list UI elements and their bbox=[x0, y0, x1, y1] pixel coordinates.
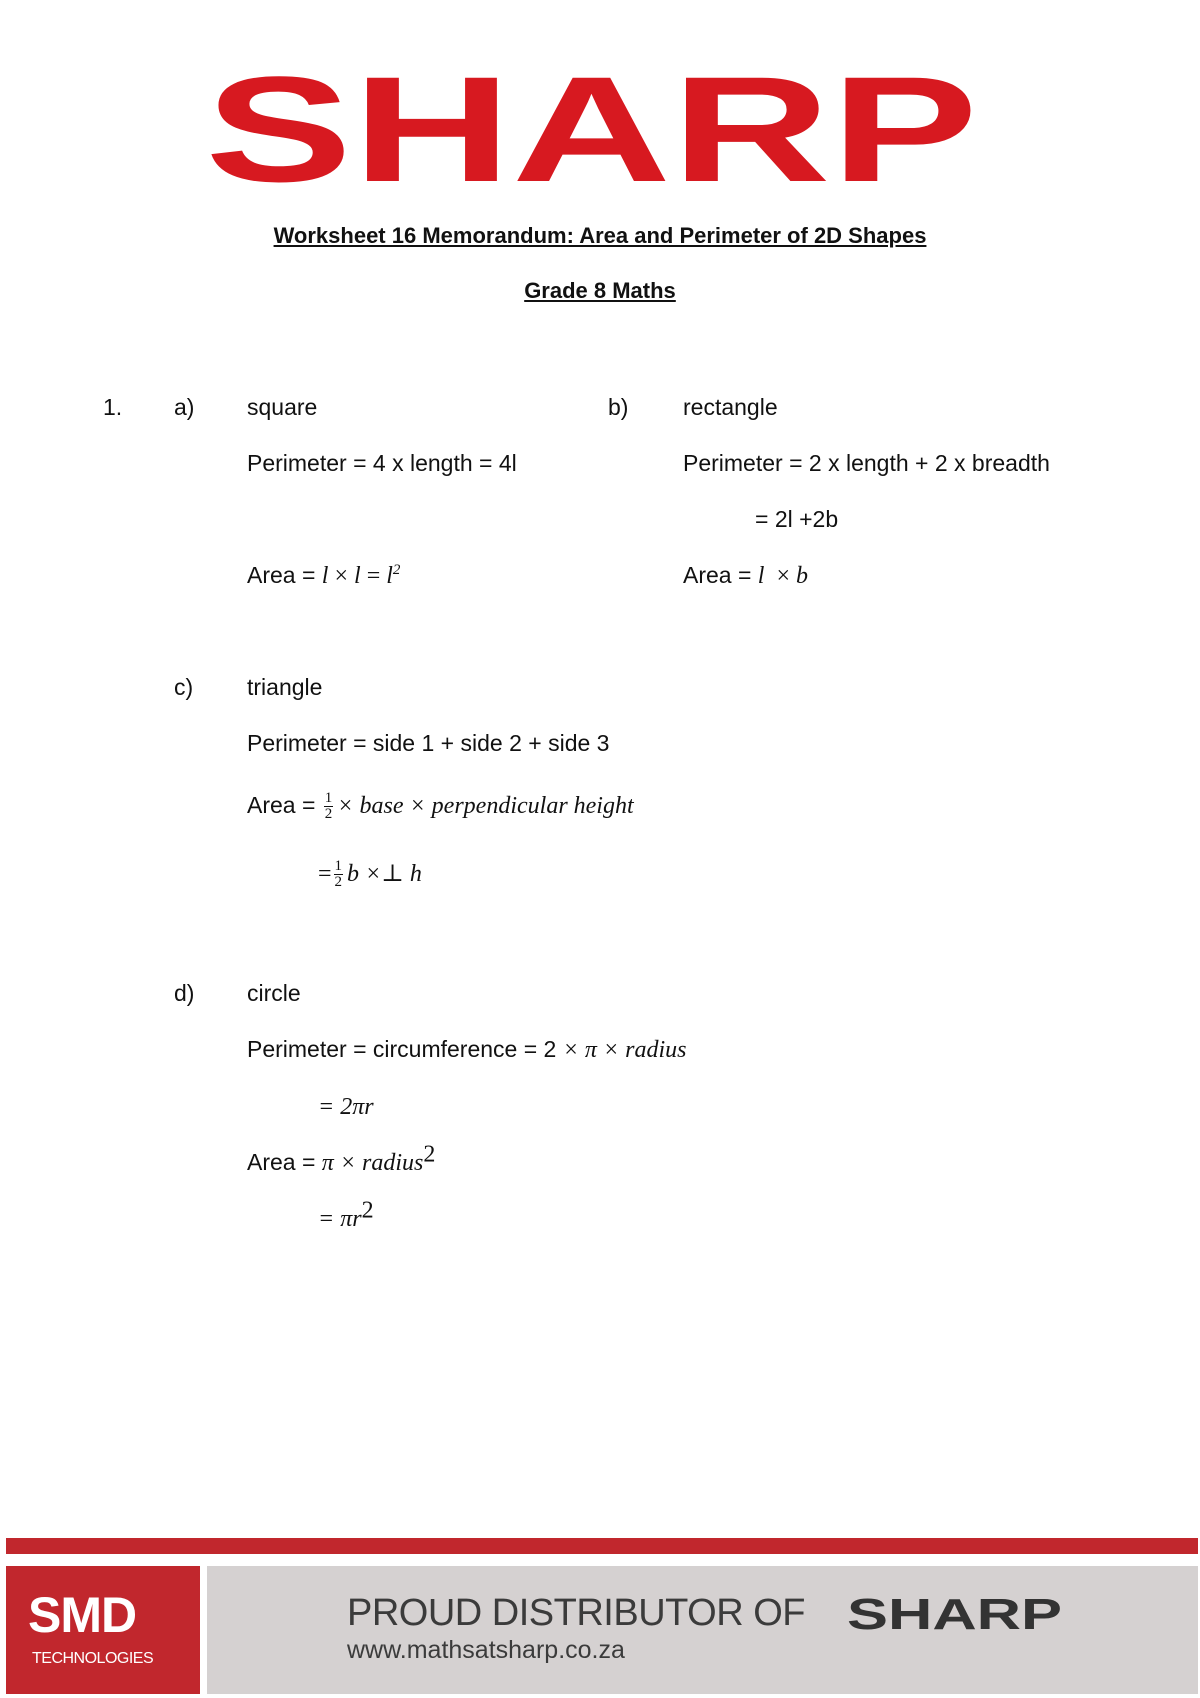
footer-tagline: PROUD DISTRIBUTOR OF bbox=[347, 1592, 805, 1634]
part-b-area bbox=[683, 561, 808, 590]
part-d-shape: circle bbox=[247, 980, 301, 1006]
smd-logo-text: SMD bbox=[28, 1587, 137, 1643]
part-c-area bbox=[247, 791, 634, 822]
part-b-label: b) bbox=[608, 394, 629, 420]
part-c-label: c) bbox=[174, 674, 194, 700]
part-c-area-terms: × base × perpendicular height bbox=[337, 793, 634, 819]
sharp-logo-text: SHARP bbox=[205, 65, 978, 195]
part-b-area-prefix: Area = bbox=[683, 562, 758, 588]
part-c-area-prefix: Area = bbox=[247, 792, 322, 818]
part-d-perimeter-simplified: = 2πr bbox=[318, 1094, 374, 1120]
part-d-area-terms: π × radius bbox=[321, 1150, 424, 1176]
question-number: 1. bbox=[103, 394, 123, 420]
part-d-area: Area = π × radius$^2$ bbox=[247, 1141, 436, 1176]
part-b-perimeter: Perimeter = 2 x length + 2 x breadth bbox=[683, 450, 1050, 476]
smd-logo-subtext: TECHNOLOGIES bbox=[32, 1650, 154, 1667]
part-b-shape: rectangle bbox=[683, 394, 778, 420]
part-d-area-simplified: = $\pi r^2$ bbox=[318, 1197, 374, 1232]
part-b-perimeter-simplified: = 2l +2b bbox=[755, 506, 839, 532]
part-c-area-simplified: = $\frac{1}{2}$ b ×⊥ h bbox=[318, 858, 422, 891]
part-c-shape: triangle bbox=[247, 674, 323, 700]
part-a-area-formula: $l \times l = l^2$ bbox=[321, 562, 401, 589]
one-half-fraction: $\frac{1}{2}$ bbox=[324, 790, 333, 823]
part-a-shape: square bbox=[247, 394, 318, 420]
part-a-area-prefix: Area = bbox=[247, 562, 322, 588]
part-b-area-formula: l × b bbox=[757, 563, 809, 589]
footer-website: www.mathsatsharp.co.za bbox=[347, 1636, 625, 1664]
part-d-area-prefix: Area = bbox=[247, 1149, 322, 1175]
part-c-area-simplified-terms: b ×⊥ h bbox=[347, 861, 422, 887]
part-c-perimeter: Perimeter = side 1 + side 2 + side 3 bbox=[247, 730, 610, 756]
part-d-perimeter bbox=[247, 1035, 687, 1064]
part-d-label: d) bbox=[174, 980, 195, 1006]
footer-sharp-logo-text: SHARP bbox=[847, 1596, 1062, 1632]
footer-sharp-logo bbox=[847, 1596, 1062, 1632]
part-d-perimeter-terms: × π × radius bbox=[562, 1037, 687, 1063]
part-a-label: a) bbox=[174, 394, 195, 420]
document-title: Worksheet 16 Memorandum: Area and Perimeter of 2D Shapes bbox=[273, 223, 927, 248]
part-a-perimeter: Perimeter = 4 x length = 4l bbox=[247, 450, 517, 476]
part-d-perimeter-prefix: Perimeter = circumference = 2 bbox=[247, 1036, 563, 1062]
footer-red-line bbox=[6, 1538, 1198, 1554]
one-half-fraction: $\frac{1}{2}$ bbox=[334, 858, 343, 891]
document-subtitle: Grade 8 Maths bbox=[524, 278, 676, 303]
part-a-area bbox=[247, 561, 400, 590]
sharp-logo bbox=[205, 65, 978, 195]
